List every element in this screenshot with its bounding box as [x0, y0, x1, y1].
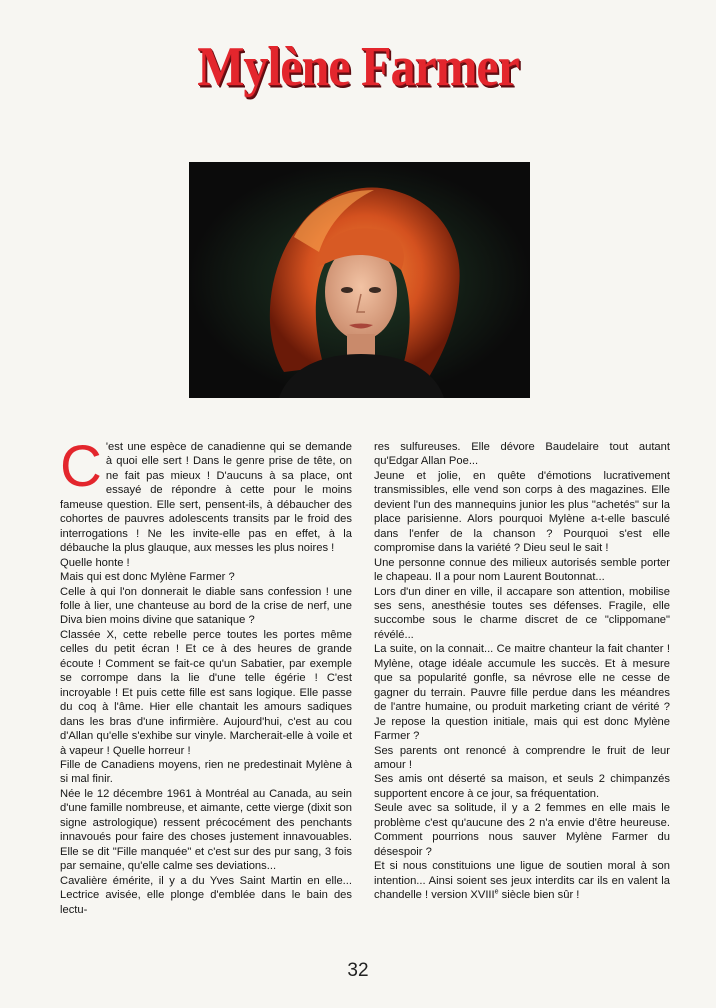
paragraph: Classée X, cette rebelle perce toutes les portes même celles du petit écran ! Et ce à des heures de grande écoute ! Comment se fait-ce qu'un Sabatier, par exemple se corrompe dans la lie d'une telle égérie ! C'est incroyable ! Et puis cette fille est sans logique. Elle passe du coq à l'âme. Hier elle chantait les amours sadiques dans les bras d'une infirmière. Aujourd'hui, c'est au cou d'Allan qu'elle s'exhibe sur vinyle. Marcherait-elle à voile et à vapeur ! Quelle horreur !	[60, 628, 352, 757]
page-title: Mylène Farmer	[197, 34, 519, 98]
paragraph: Une personne connue des milieux autorisés semble porter le chapeau. Il a pour nom Laurent Boutonnat...	[374, 556, 670, 584]
paragraph: Lors d'un diner en ville, il accapare son attention, mobilise ses sens, anesthésie toutes ses défenses. Fragile, elle succombe sous le charme discret de ce "clippomane" révélé...	[374, 585, 670, 641]
paragraph: Quelle honte !	[60, 556, 130, 569]
paragraph: Ses amis ont déserté sa maison, et seuls 2 chimpanzés supportent encore à ce jour, sa fréquentation.	[374, 773, 670, 800]
paragraph: res sulfureuses. Elle dévore Baudelaire tout autant qu'Edgar Allan Poe...	[374, 441, 670, 468]
page-number: 32	[347, 960, 369, 981]
article-column-left	[60, 434, 352, 917]
article-column-right	[374, 440, 670, 903]
paragraph: Fille de Canadiens moyens, rien ne predestinait Mylène à si mal finir.	[60, 758, 352, 786]
paragraph: Cavalière émérite, il y a du Yves Saint Martin en elle... Lectrice avisée, elle plonge d'emblée dans le bain des lectu-	[60, 874, 352, 916]
paragraph: Née le 12 décembre 1961 à Montréal au Canada, au sein d'une famille nombreuse, et aimante, cette vierge (dixit son signe astrologique) ressent précocément des penchants innavoués pour faire des choses justement innavouables. Elle se dit "Fille manquée" et c'est sur des pur sang, 3 fois par semaine, qu'elle calme ses deviations...	[60, 787, 352, 873]
paragraph: Et si nous constituions une ligue de soutien moral à son intention... Ainsi soient ses jeux interdits car ils en valent la chandelle ! version XVIIIe siècle bien sûr !	[374, 860, 670, 902]
paragraph: Mais qui est donc Mylène Farmer ?	[60, 571, 235, 584]
paragraph: Seule avec sa solitude, il y a 2 femmes en elle mais le problème c'est qu'aucune des 2 n'a envie d'être heureuse. Comment pourrions nous sauver Mylène Farmer du désespoir ?	[374, 802, 670, 858]
paragraph: La suite, on la connait... Ce maitre chanteur la fait chanter ! Mylène, otage idéale accumule les succès. Et à mesure que sa popularité gonfle, sa névrose elle ne cesse de gagner du terrain. Pauvre fille perdue dans les méandres de l'antre humaine, ou produit marketing criant de vérité ? Je repose la question initiale, mais qui est donc Mylène Farmer ?	[374, 643, 670, 743]
portrait-photo	[189, 162, 530, 398]
paragraph: Jeune et jolie, en quête d'émotions lucrativement transmissibles, elle vend son corps à des magazines. Elle devient l'un des mannequins junior les plus "achetés" sur la place parisienne. Alors pourquoi Mylène a-t-elle basculé dans l'enfer de la chanson ? Pourquoi s'est elle compromise dans la variété ? Dieu seul le sait !	[374, 469, 670, 555]
paragraph: Ses parents ont renoncé à comprendre le fruit de leur amour !	[374, 744, 670, 771]
superscript: e	[494, 888, 499, 896]
portrait-illustration	[189, 162, 530, 398]
drop-cap: C	[60, 434, 102, 499]
paragraph: C 'est une espèce de canadienne qui se demande à quoi elle sert ! Dans le genre prise de tête, on ne fait pas mieux ! D'aucuns à sa place, ont essayé de répondre à cette pour le moins fameuse question. Elle sert, pensent-ils, à débaucher des cohortes de pauvres adolescents transits par le froid des interrogations ! Ne les invite-elle pas en effet, à la débauche la plus glauque, aux messes les plus noires !	[60, 434, 352, 555]
paragraph: Celle à qui l'on donnerait le diable sans confession ! une folle à lier, une chanteuse au bord de la crise de nerf, une Diva bien moins divine que satanique ?	[60, 585, 352, 627]
